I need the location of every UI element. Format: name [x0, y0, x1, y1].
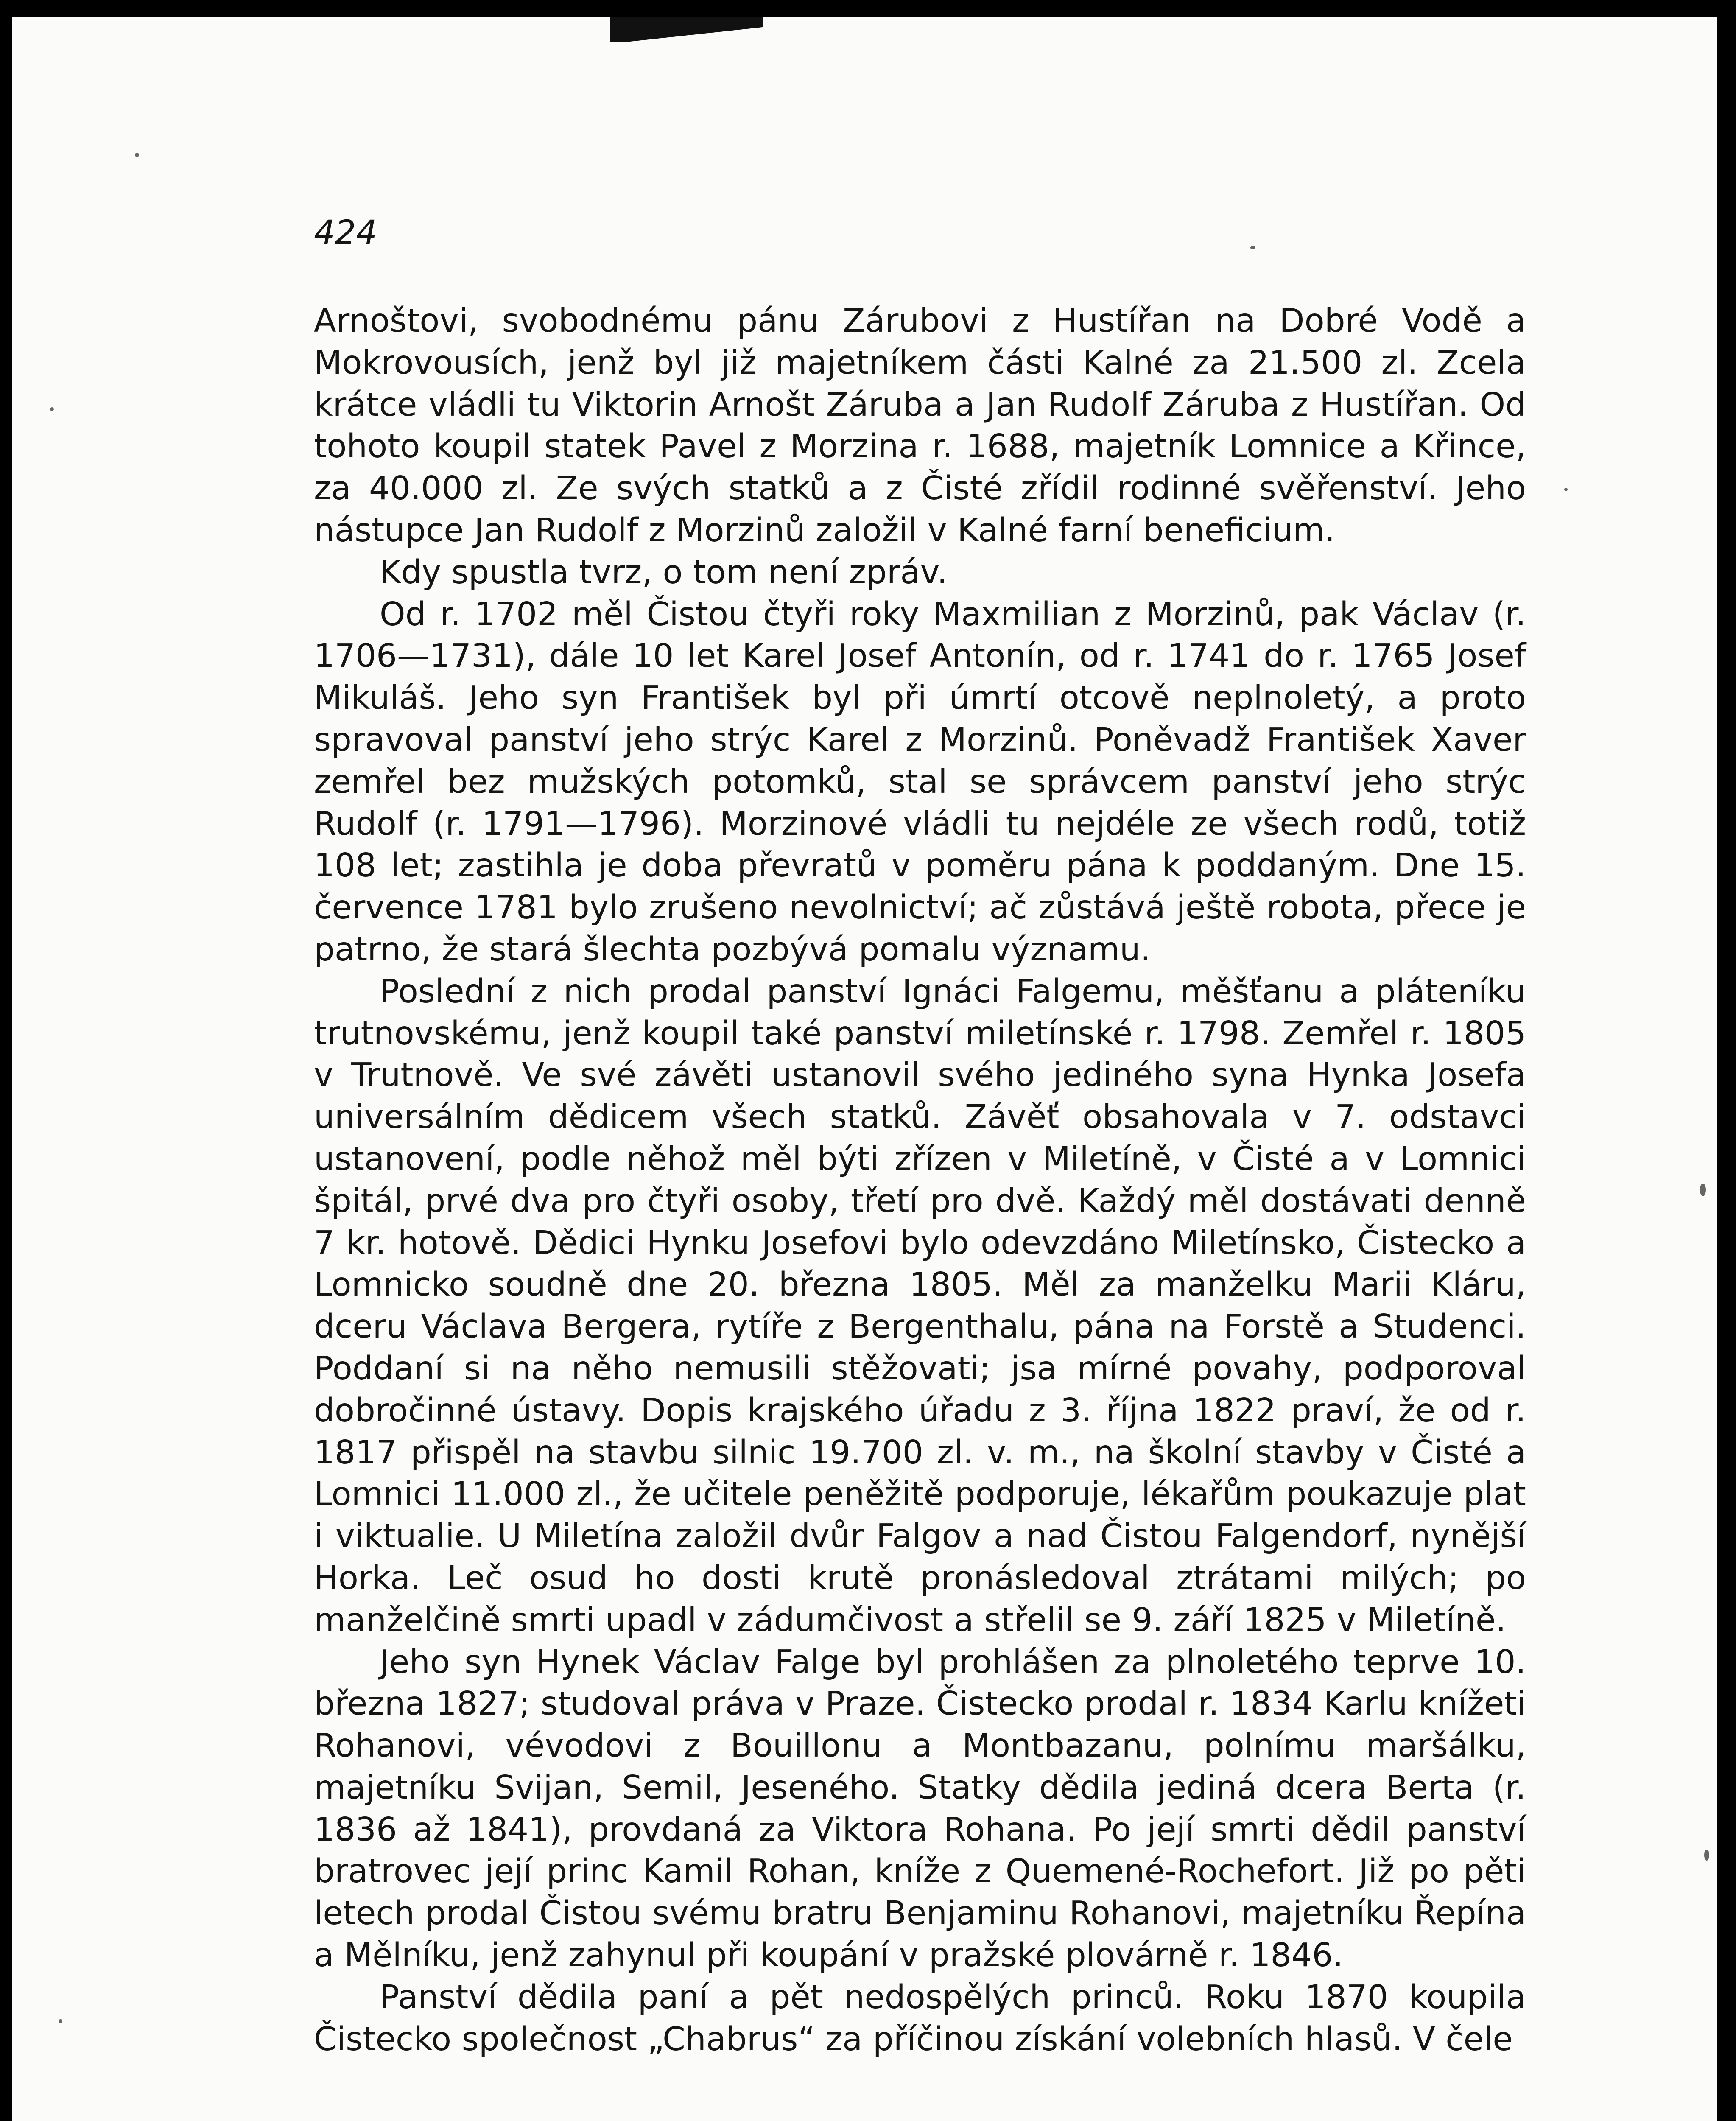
scanned-page — [12, 17, 1717, 2121]
dust-speck — [135, 153, 139, 157]
dust-speck — [1704, 1850, 1709, 1861]
paragraph: Od r. 1702 měl Čistou čtyři roky Maxmilian z Morzinů, pak Václav (r. 1706—1731), dále 10 let Karel Josef Antonín, od r. 1741 do r. 1765 Josef Mikuláš. Jeho syn František byl při úmrtí otcově neplnoletý, a proto spravoval panství jeho strýc Karel z Morzinů. Poněvadž František Xaver zemřel bez mužských potomků, stal se správcem panství jeho strýc Rudolf (r. 1791—1796). Morzinové vládli tu nejdéle ze všech rodů, totiž 108 let; zastihla je doba převratů v poměru pána k poddaným. Dne 15. července 1781 bylo zrušeno nevolnictví; ač zůstává ještě robota, přece je patrno, že stará šlechta pozbývá pomalu významu. — [314, 595, 1526, 968]
page-content — [314, 216, 1526, 2060]
dust-speck — [1700, 1184, 1706, 1196]
scan-edge-mark — [610, 17, 763, 42]
paragraph: Jeho syn Hynek Václav Falge byl prohlášen za plnoletého teprve 10. března 1827; studoval práva v Praze. Čistecko prodal r. 1834 Karlu knížeti Rohanovi, vévodovi z Bouillonu a Montbazanu, polnímu maršálku, majetníku Svijan, Semil, Jeseného. Statky dědila jediná dcera Berta (r. 1836 až 1841), provdaná za Viktora Rohana. Po její smrti dědil panství bratrovec její princ Kamil Rohan, kníže z Quemené-Rochefort. Již po pěti letech prodal Čistou svému bratru Benjaminu Rohanovi, majetníku Řepína a Mělníku, jenž zahynul při koupání v pražské plovárně r. 1846. — [314, 1643, 1526, 1975]
dust-speck — [59, 2019, 62, 2023]
dust-speck — [1564, 488, 1568, 491]
paragraph: Arnoštovi, svobodnému pánu Zárubovi z Hustířan na Dobré Vodě a Mokrovousích, jenž byl již majetníkem části Kalné za 21.500 zl. Zcela krátce vládli tu Viktorin Arnošt Záruba a Jan Rudolf Záruba z Hustířan. Od tohoto koupil statek Pavel z Morzina r. 1688, majetník Lomnice a Křince, za 40.000 zl. Ze svých statků a z Čisté zřídil rodinné svěřenství. Jeho nástupce Jan Rudolf z Morzinů založil v Kalné farní beneficium. — [314, 302, 1526, 549]
paragraph: Panství dědila paní a pět nedospělých princů. Roku 1870 koupila Čistecko společnost „Chabrus“ za příčinou získání volebních hlasů. V čele — [314, 1978, 1526, 2058]
page-number: 424 — [314, 214, 377, 252]
paragraph: Kdy spustla tvrz, o tom není zpráv. — [380, 553, 948, 591]
paragraph: Poslední z nich prodal panství Ignáci Falgemu, měšťanu a pláteníku trutnovskému, jenž koupil také panství miletínské r. 1798. Zemřel r. 1805 v Trutnově. Ve své závěti ustanovil svého jediného syna Hynka Josefa universálním dědicem všech statků. Závěť obsahovala v 7. odstavci ustanovení, podle něhož měl býti zřízen v Miletíně, v Čisté a v Lomnici špitál, prvé dva pro čtyři osoby, třetí pro dvě. Každý měl dostávati denně 7 kr. hotově. Dědici Hynku Josefovi bylo odevzdáno Miletínsko, Čistecko a Lomnicko soudně dne 20. března 1805. Měl za manželku Marii Kláru, dceru Václava Bergera, rytíře z Bergenthalu, pána na Forstě a Studenci. Poddaní si na něho nemusili stěžovati; jsa mírné povahy, podporoval dobročinné ústavy. Dopis krajského úřadu z 3. října 1822 praví, že od r. 1817 přispěl na stavbu silnic 19.700 zl. v. m., na školní stavby v Čisté a Lomnici 11.000 zl., že učitele peněžitě podporuje, lékařům poukazuje plat i viktualie. U Miletína založil dvůr Falgov a nad Čistou Falgendorf, nynější Horka. Leč osud ho dosti krutě pronásledoval ztrátami milých; po manželčině smrti upadl v zádumčivost a střelil se 9. září 1825 v Miletíně. — [314, 972, 1526, 1639]
dust-speck — [50, 407, 54, 411]
